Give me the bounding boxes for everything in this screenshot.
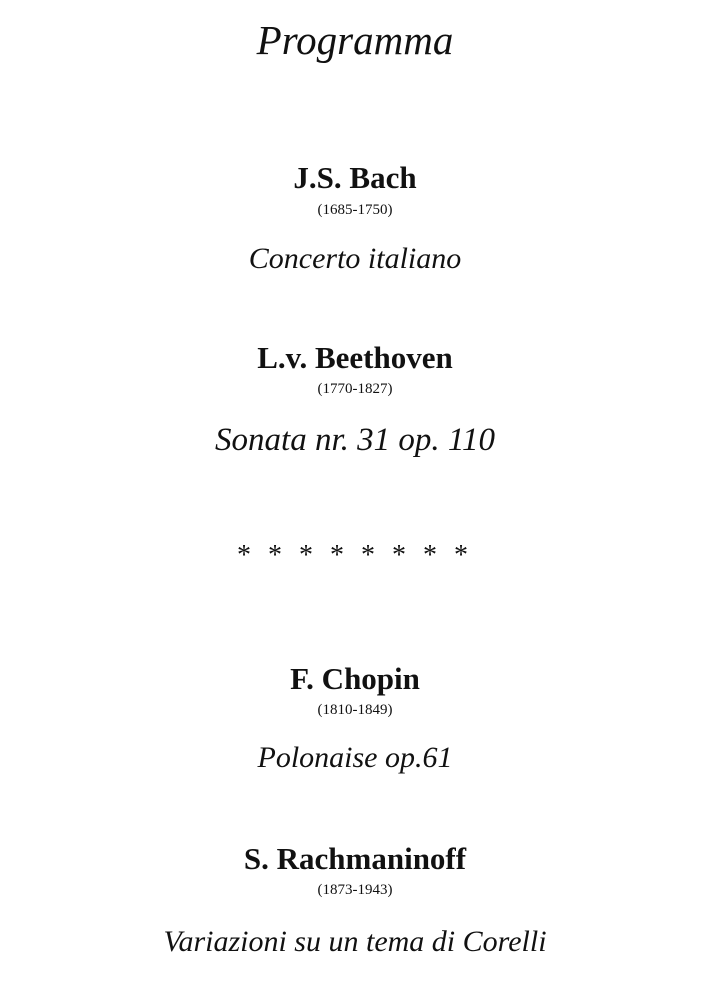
composer-dates: (1810-1849): [317, 702, 393, 718]
composer-name: S. Rachmaninoff: [243, 841, 467, 876]
composer-dates: (1873-1943): [317, 882, 393, 898]
composer-name: L.v. Beethoven: [257, 340, 453, 375]
section-separator: * * * * * * * *: [237, 540, 473, 571]
page-title: Programma: [256, 17, 454, 63]
work-title: Variazioni su un tema di Corelli: [163, 925, 547, 958]
composer-dates: (1685-1750): [317, 202, 393, 218]
composer-name: F. Chopin: [290, 661, 420, 696]
work-title: Concerto italiano: [248, 242, 462, 275]
composer-dates: (1770-1827): [317, 381, 393, 397]
work-title: Sonata nr. 31 op. 110: [215, 422, 495, 458]
composer-name: J.S. Bach: [293, 160, 417, 195]
work-title: Polonaise op.61: [257, 741, 453, 774]
